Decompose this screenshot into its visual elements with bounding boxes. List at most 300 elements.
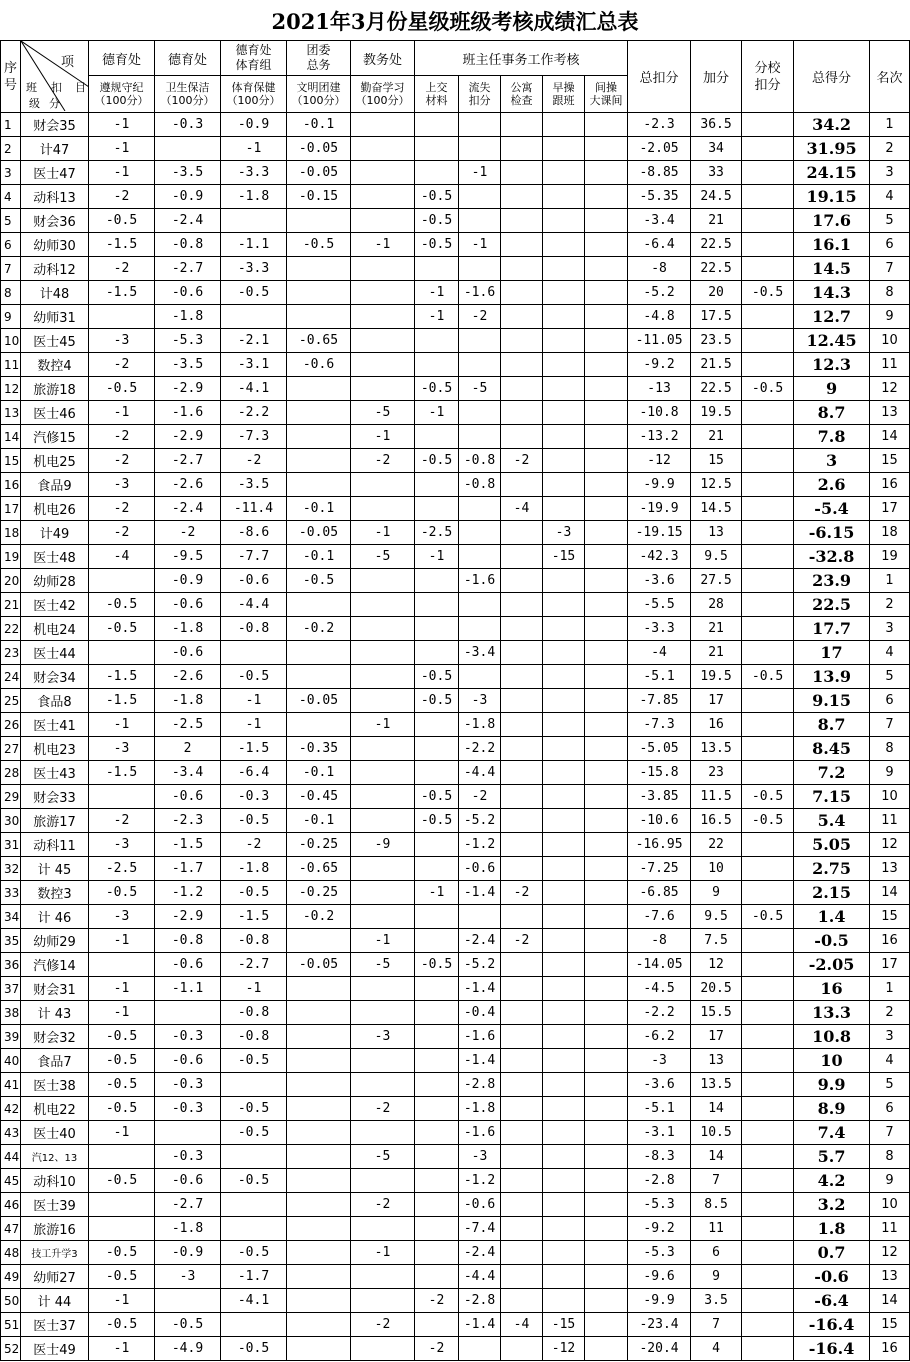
cell-total-deduct: -19.9: [628, 497, 691, 521]
cell-branch-deduct: [742, 881, 794, 905]
cell-zaocao: [543, 425, 585, 449]
cell-liushi: -1.8: [459, 713, 501, 737]
cell-class: 医士43: [21, 761, 89, 785]
cell-zunguishouji: -1.5: [89, 761, 155, 785]
cell-rank: 9: [870, 1169, 910, 1193]
cell-seq: 12: [1, 377, 21, 401]
cell-seq: 26: [1, 713, 21, 737]
cell-jiancao: [585, 1073, 628, 1097]
table-row: [1, 353, 910, 377]
cell-zunguishouji: [89, 1217, 155, 1241]
table-row: [1, 1145, 910, 1169]
cell-branch-deduct: -0.5: [742, 905, 794, 929]
cell-gongyu: -4: [501, 497, 543, 521]
cell-gongyu: [501, 185, 543, 209]
cell-bonus: 11.5: [691, 785, 742, 809]
cell-shangjiao: [415, 1121, 459, 1145]
cell-total-deduct: -8: [628, 929, 691, 953]
cell-weishengbaojie: -2.7: [155, 449, 221, 473]
cell-branch-deduct: [742, 1265, 794, 1289]
cell-zunguishouji: -2: [89, 425, 155, 449]
cell-shangjiao: [415, 1193, 459, 1217]
cell-gongyu: [501, 209, 543, 233]
cell-wenmingtuanjian: [287, 1193, 351, 1217]
cell-total: -0.5: [794, 929, 870, 953]
cell-zaocao: [543, 233, 585, 257]
cell-rank: 6: [870, 233, 910, 257]
cell-total: -16.4: [794, 1313, 870, 1337]
cell-class: 医士38: [21, 1073, 89, 1097]
cell-zaocao: [543, 1049, 585, 1073]
cell-zaocao: -15: [543, 545, 585, 569]
cell-seq: 39: [1, 1025, 21, 1049]
cell-class: 机电23: [21, 737, 89, 761]
cell-weishengbaojie: -0.3: [155, 1097, 221, 1121]
cell-seq: 33: [1, 881, 21, 905]
header-seq: 序号: [1, 41, 21, 113]
cell-branch-deduct: [742, 713, 794, 737]
cell-shangjiao: -1: [415, 305, 459, 329]
cell-weishengbaojie: -0.8: [155, 929, 221, 953]
cell-wenmingtuanjian: [287, 1337, 351, 1361]
cell-liushi: -1.8: [459, 1097, 501, 1121]
cell-wenmingtuanjian: -0.6: [287, 353, 351, 377]
cell-rank: 7: [870, 713, 910, 737]
cell-gongyu: [501, 1241, 543, 1265]
table-row: [1, 833, 910, 857]
cell-branch-deduct: [742, 641, 794, 665]
cell-class: 医士37: [21, 1313, 89, 1337]
cell-branch-deduct: -0.5: [742, 665, 794, 689]
cell-class: 旅游17: [21, 809, 89, 833]
cell-bonus: 33: [691, 161, 742, 185]
table-row: [1, 1217, 910, 1241]
cell-seq: 43: [1, 1121, 21, 1145]
cell-bonus: 14: [691, 1097, 742, 1121]
cell-branch-deduct: [742, 1097, 794, 1121]
cell-gongyu: [501, 713, 543, 737]
cell-total-deduct: -5.1: [628, 1097, 691, 1121]
cell-qinfenxuexi: [351, 809, 415, 833]
cell-qinfenxuexi: -1: [351, 1241, 415, 1265]
cell-bonus: 22.5: [691, 257, 742, 281]
cell-jiancao: [585, 185, 628, 209]
cell-qinfenxuexi: [351, 353, 415, 377]
cell-tiyubaojian: -4.1: [221, 1289, 287, 1313]
cell-liushi: -1.4: [459, 1049, 501, 1073]
cell-gongyu: [501, 593, 543, 617]
cell-shangjiao: -0.5: [415, 785, 459, 809]
cell-qinfenxuexi: -5: [351, 1145, 415, 1169]
cell-rank: 11: [870, 353, 910, 377]
cell-wenmingtuanjian: -0.65: [287, 857, 351, 881]
cell-seq: 16: [1, 473, 21, 497]
cell-jiancao: [585, 689, 628, 713]
cell-bonus: 12.5: [691, 473, 742, 497]
cell-qinfenxuexi: [351, 857, 415, 881]
cell-zunguishouji: -1: [89, 1001, 155, 1025]
cell-weishengbaojie: -2.6: [155, 473, 221, 497]
cell-total-deduct: -10.6: [628, 809, 691, 833]
cell-tiyubaojian: [221, 209, 287, 233]
cell-gongyu: [501, 401, 543, 425]
cell-total: 31.95: [794, 137, 870, 161]
cell-rank: 13: [870, 1265, 910, 1289]
cell-seq: 34: [1, 905, 21, 929]
cell-weishengbaojie: -2.3: [155, 809, 221, 833]
cell-qinfenxuexi: [351, 785, 415, 809]
cell-rank: 3: [870, 1025, 910, 1049]
cell-total-deduct: -8.3: [628, 1145, 691, 1169]
cell-wenmingtuanjian: -0.05: [287, 521, 351, 545]
cell-tiyubaojian: -4.1: [221, 377, 287, 401]
cell-total: -32.8: [794, 545, 870, 569]
cell-gongyu: [501, 569, 543, 593]
cell-qinfenxuexi: [351, 161, 415, 185]
cell-tiyubaojian: -2.1: [221, 329, 287, 353]
cell-bonus: 7.5: [691, 929, 742, 953]
cell-wenmingtuanjian: [287, 305, 351, 329]
table-row: [1, 569, 910, 593]
cell-gongyu: [501, 377, 543, 401]
cell-zunguishouji: -3: [89, 473, 155, 497]
cell-jiancao: [585, 833, 628, 857]
cell-bonus: 17: [691, 1025, 742, 1049]
cell-bonus: 13: [691, 521, 742, 545]
table-row: [1, 1073, 910, 1097]
cell-zaocao: [543, 353, 585, 377]
cell-gongyu: [501, 689, 543, 713]
cell-wenmingtuanjian: [287, 1121, 351, 1145]
cell-rank: 13: [870, 857, 910, 881]
cell-tiyubaojian: -1.8: [221, 857, 287, 881]
cell-class: 医士48: [21, 545, 89, 569]
cell-wenmingtuanjian: [287, 929, 351, 953]
header-dept-deyu-1: 德育处: [89, 41, 155, 76]
cell-tiyubaojian: -2: [221, 833, 287, 857]
cell-tiyubaojian: -3.5: [221, 473, 287, 497]
cell-total-deduct: -4.5: [628, 977, 691, 1001]
cell-branch-deduct: [742, 185, 794, 209]
cell-qinfenxuexi: [351, 737, 415, 761]
cell-total-deduct: -5.05: [628, 737, 691, 761]
cell-rank: 8: [870, 1145, 910, 1169]
table-row: [1, 713, 910, 737]
cell-liushi: -2.4: [459, 929, 501, 953]
cell-jiancao: [585, 1169, 628, 1193]
cell-gongyu: [501, 1121, 543, 1145]
table-row: [1, 329, 910, 353]
cell-tiyubaojian: -7.7: [221, 545, 287, 569]
cell-wenmingtuanjian: -0.1: [287, 113, 351, 137]
table-row: [1, 497, 910, 521]
cell-zunguishouji: -1: [89, 1289, 155, 1313]
cell-total: 8.7: [794, 713, 870, 737]
cell-total-deduct: -10.8: [628, 401, 691, 425]
cell-tiyubaojian: [221, 1217, 287, 1241]
cell-zaocao: [543, 977, 585, 1001]
cell-rank: 11: [870, 1217, 910, 1241]
cell-branch-deduct: [742, 545, 794, 569]
cell-branch-deduct: [742, 689, 794, 713]
cell-zaocao: [543, 1001, 585, 1025]
cell-total-deduct: -14.05: [628, 953, 691, 977]
cell-jiancao: [585, 1145, 628, 1169]
cell-zaocao: [543, 857, 585, 881]
cell-total-deduct: -5.3: [628, 1241, 691, 1265]
cell-bonus: 17: [691, 689, 742, 713]
diag-kou-label: 扣: [51, 81, 62, 94]
cell-gongyu: [501, 617, 543, 641]
table-row: [1, 857, 910, 881]
cell-seq: 24: [1, 665, 21, 689]
cell-class: 幼师28: [21, 569, 89, 593]
cell-tiyubaojian: -3.1: [221, 353, 287, 377]
cell-wenmingtuanjian: -0.25: [287, 833, 351, 857]
header-col-shangjiaocailiao: 上交 材料: [415, 76, 459, 113]
cell-rank: 9: [870, 761, 910, 785]
header-col-weishengbaojie: 卫生保洁 （100分）: [155, 76, 221, 113]
cell-branch-deduct: [742, 401, 794, 425]
cell-total-deduct: -20.4: [628, 1337, 691, 1361]
cell-zaocao: [543, 1265, 585, 1289]
cell-liushi: -1.2: [459, 833, 501, 857]
cell-class: 财会32: [21, 1025, 89, 1049]
cell-bonus: 9.5: [691, 545, 742, 569]
cell-branch-deduct: [742, 497, 794, 521]
cell-rank: 6: [870, 1097, 910, 1121]
cell-jiancao: [585, 233, 628, 257]
cell-zaocao: [543, 737, 585, 761]
cell-gongyu: [501, 953, 543, 977]
cell-weishengbaojie: [155, 137, 221, 161]
cell-rank: 5: [870, 665, 910, 689]
cell-tiyubaojian: -7.3: [221, 425, 287, 449]
cell-tiyubaojian: [221, 1193, 287, 1217]
cell-total: 5.7: [794, 1145, 870, 1169]
cell-zaocao: -15: [543, 1313, 585, 1337]
cell-zaocao: [543, 1241, 585, 1265]
cell-total-deduct: -13.2: [628, 425, 691, 449]
cell-tiyubaojian: [221, 1313, 287, 1337]
cell-liushi: [459, 209, 501, 233]
cell-class: 动科11: [21, 833, 89, 857]
cell-bonus: 8.5: [691, 1193, 742, 1217]
cell-shangjiao: [415, 761, 459, 785]
cell-wenmingtuanjian: [287, 1001, 351, 1025]
cell-rank: 15: [870, 905, 910, 929]
cell-gongyu: [501, 281, 543, 305]
cell-gongyu: [501, 1025, 543, 1049]
header-dept-tiyu: 德育处 体育组: [221, 41, 287, 76]
cell-weishengbaojie: -0.3: [155, 113, 221, 137]
cell-total-deduct: -3.3: [628, 617, 691, 641]
cell-tiyubaojian: -0.8: [221, 1001, 287, 1025]
cell-liushi: [459, 593, 501, 617]
cell-qinfenxuexi: [351, 977, 415, 1001]
cell-zaocao: [543, 1073, 585, 1097]
cell-bonus: 12: [691, 953, 742, 977]
cell-jiancao: [585, 569, 628, 593]
cell-seq: 10: [1, 329, 21, 353]
cell-gongyu: [501, 1337, 543, 1361]
cell-zaocao: [543, 1097, 585, 1121]
cell-zunguishouji: -3: [89, 737, 155, 761]
diag-item-label: 项: [61, 55, 75, 70]
cell-qinfenxuexi: [351, 113, 415, 137]
cell-rank: 14: [870, 425, 910, 449]
cell-qinfenxuexi: [351, 1265, 415, 1289]
cell-liushi: -1.4: [459, 1313, 501, 1337]
cell-bonus: 11: [691, 1217, 742, 1241]
cell-weishengbaojie: -2.9: [155, 377, 221, 401]
cell-seq: 4: [1, 185, 21, 209]
cell-zunguishouji: -1.5: [89, 689, 155, 713]
cell-tiyubaojian: -0.8: [221, 1025, 287, 1049]
cell-weishengbaojie: -0.9: [155, 185, 221, 209]
cell-bonus: 9.5: [691, 905, 742, 929]
cell-zunguishouji: -2: [89, 809, 155, 833]
table-row: [1, 1193, 910, 1217]
cell-zaocao: [543, 929, 585, 953]
table-row: [1, 233, 910, 257]
cell-rank: 15: [870, 449, 910, 473]
cell-jiancao: [585, 857, 628, 881]
table-row: [1, 1049, 910, 1073]
cell-tiyubaojian: -0.5: [221, 1337, 287, 1361]
cell-class: 旅游18: [21, 377, 89, 401]
cell-weishengbaojie: -1.6: [155, 401, 221, 425]
cell-shangjiao: [415, 1073, 459, 1097]
cell-zunguishouji: -2.5: [89, 857, 155, 881]
cell-seq: 17: [1, 497, 21, 521]
cell-weishengbaojie: -0.9: [155, 569, 221, 593]
cell-wenmingtuanjian: -0.5: [287, 569, 351, 593]
cell-zunguishouji: -0.5: [89, 1049, 155, 1073]
table-row: [1, 377, 910, 401]
cell-bonus: 9: [691, 1265, 742, 1289]
cell-jiancao: [585, 425, 628, 449]
cell-jiancao: [585, 1025, 628, 1049]
cell-total: 12.7: [794, 305, 870, 329]
header-col-qinfenxuexi: 勤奋学习 （100分）: [351, 76, 415, 113]
cell-gongyu: [501, 1073, 543, 1097]
cell-shangjiao: [415, 161, 459, 185]
cell-total: 2.75: [794, 857, 870, 881]
cell-wenmingtuanjian: [287, 665, 351, 689]
cell-rank: 16: [870, 929, 910, 953]
cell-gongyu: [501, 353, 543, 377]
table-row: [1, 1097, 910, 1121]
cell-total: 5.4: [794, 809, 870, 833]
cell-seq: 14: [1, 425, 21, 449]
cell-seq: 46: [1, 1193, 21, 1217]
cell-qinfenxuexi: [351, 305, 415, 329]
cell-seq: 52: [1, 1337, 21, 1361]
cell-jiancao: [585, 809, 628, 833]
cell-class: 医士46: [21, 401, 89, 425]
cell-total-deduct: -6.2: [628, 1025, 691, 1049]
cell-jiancao: [585, 497, 628, 521]
cell-weishengbaojie: -0.8: [155, 233, 221, 257]
header-dept-banzhuren: 班主任事务工作考核: [415, 41, 628, 76]
cell-zaocao: [543, 905, 585, 929]
table-row: [1, 737, 910, 761]
cell-shangjiao: -1: [415, 401, 459, 425]
cell-weishengbaojie: -0.9: [155, 1241, 221, 1265]
table-row: [1, 209, 910, 233]
cell-zaocao: -12: [543, 1337, 585, 1361]
cell-gongyu: [501, 521, 543, 545]
cell-liushi: -4.4: [459, 761, 501, 785]
cell-tiyubaojian: -0.5: [221, 1241, 287, 1265]
cell-qinfenxuexi: [351, 1289, 415, 1313]
table-row: [1, 689, 910, 713]
cell-zaocao: [543, 401, 585, 425]
cell-total-deduct: -5.35: [628, 185, 691, 209]
cell-qinfenxuexi: [351, 1217, 415, 1241]
cell-total-deduct: -9.9: [628, 473, 691, 497]
cell-shangjiao: -1: [415, 281, 459, 305]
cell-shangjiao: [415, 929, 459, 953]
cell-zunguishouji: -1: [89, 137, 155, 161]
cell-zunguishouji: [89, 953, 155, 977]
cell-liushi: -5: [459, 377, 501, 401]
cell-shangjiao: -1: [415, 545, 459, 569]
cell-rank: 16: [870, 473, 910, 497]
cell-zaocao: [543, 641, 585, 665]
table-row: [1, 521, 910, 545]
cell-bonus: 15.5: [691, 1001, 742, 1025]
cell-tiyubaojian: -1: [221, 713, 287, 737]
cell-bonus: 14.5: [691, 497, 742, 521]
cell-total: 7.2: [794, 761, 870, 785]
cell-tiyubaojian: -1: [221, 977, 287, 1001]
cell-seq: 27: [1, 737, 21, 761]
cell-wenmingtuanjian: [287, 401, 351, 425]
cell-total-deduct: -2.2: [628, 1001, 691, 1025]
cell-zunguishouji: -2: [89, 449, 155, 473]
cell-zunguishouji: -3: [89, 905, 155, 929]
cell-shangjiao: [415, 353, 459, 377]
cell-tiyubaojian: -1.5: [221, 737, 287, 761]
cell-total-deduct: -9.2: [628, 353, 691, 377]
cell-gongyu: -2: [501, 929, 543, 953]
cell-gongyu: [501, 1169, 543, 1193]
cell-class: 医士42: [21, 593, 89, 617]
table-row: [1, 929, 910, 953]
cell-liushi: [459, 665, 501, 689]
cell-qinfenxuexi: -2: [351, 1313, 415, 1337]
cell-branch-deduct: [742, 137, 794, 161]
cell-jiancao: [585, 209, 628, 233]
cell-total-deduct: -13: [628, 377, 691, 401]
cell-weishengbaojie: -0.6: [155, 1049, 221, 1073]
cell-jiancao: [585, 737, 628, 761]
cell-shangjiao: [415, 713, 459, 737]
cell-wenmingtuanjian: [287, 1217, 351, 1241]
cell-class: 医士39: [21, 1193, 89, 1217]
cell-jiancao: [585, 1337, 628, 1361]
table-row: [1, 617, 910, 641]
cell-weishengbaojie: -2.4: [155, 497, 221, 521]
cell-zaocao: [543, 809, 585, 833]
cell-qinfenxuexi: [351, 665, 415, 689]
cell-rank: 17: [870, 497, 910, 521]
cell-liushi: [459, 137, 501, 161]
diag-fen-label: 分: [49, 97, 60, 110]
cell-bonus: 22.5: [691, 377, 742, 401]
